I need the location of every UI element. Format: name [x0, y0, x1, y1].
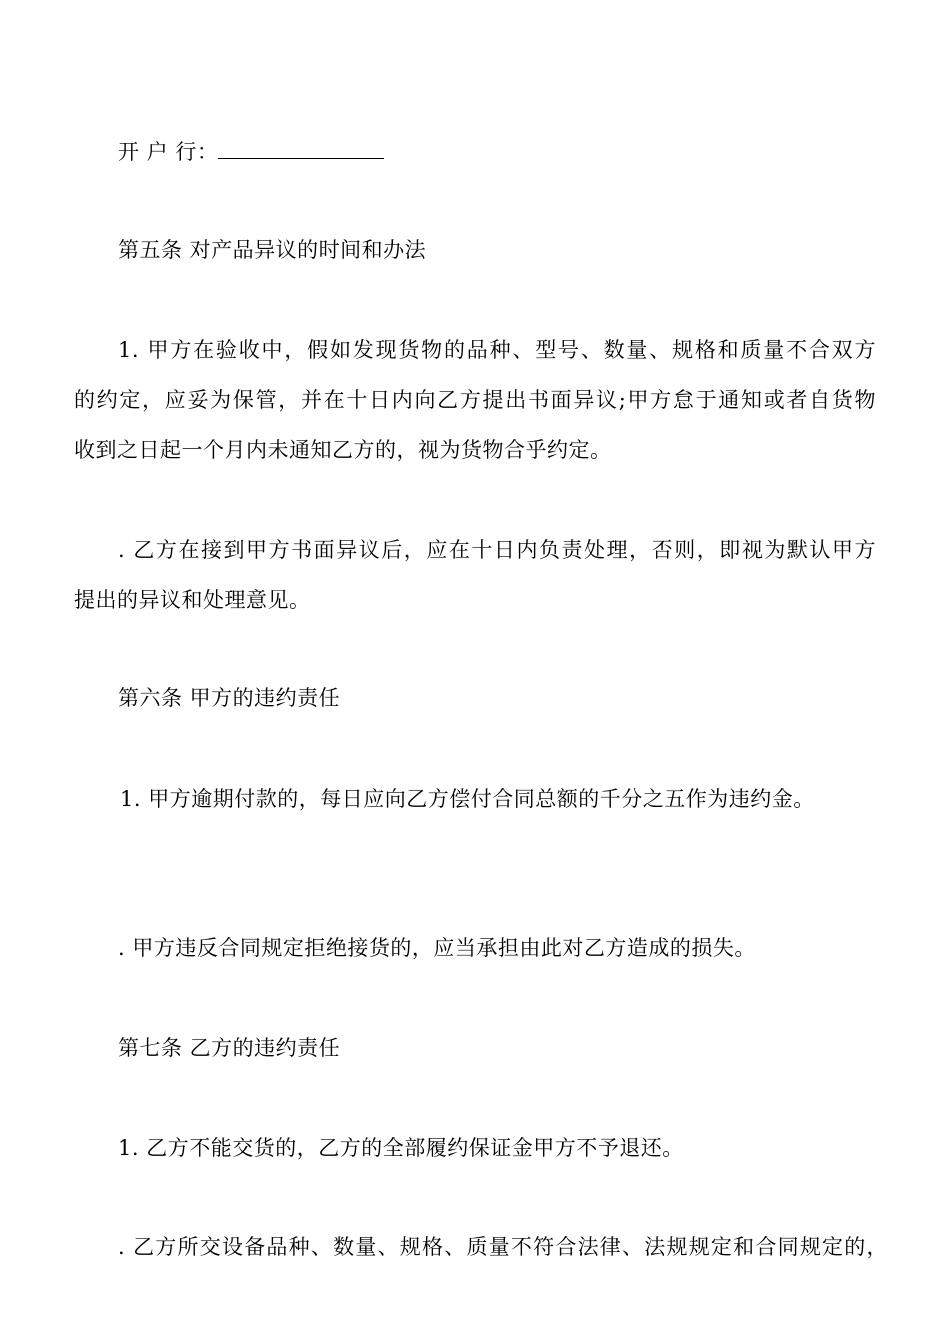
- bank-line: [118, 142, 384, 163]
- article7-item2: . 乙方所交设备品种、数量、规格、质量不符合法律、法规规定和合同规定的，: [118, 1235, 888, 1259]
- article6-item1: 1. 甲方逾期付款的，每日应向乙方偿付合同总额的千分之五作为违约金。: [120, 787, 815, 811]
- article5-item2-line2: 提出的异议和处理意见。: [74, 588, 311, 612]
- bank-blank-field[interactable]: [218, 142, 384, 159]
- article5-item1-line3: 收到之日起一个月内未通知乙方的，视为货物合乎约定。: [74, 438, 612, 462]
- article5-item2-line1: . 乙方在接到甲方书面异议后，应在十日内负责处理，否则，即视为默认甲方: [118, 538, 876, 562]
- article5-heading: 第五条 对产品异议的时间和办法: [118, 238, 427, 262]
- article5-item1-line2: 的约定，应妥为保管，并在十日内向乙方提出书面异议;甲方怠于通知或者自货物: [74, 388, 876, 412]
- article7-item1: 1. 乙方不能交货的，乙方的全部履约保证金甲方不予退还。: [118, 1136, 684, 1160]
- article6-item2: . 甲方违反合同规定拒绝接货的，应当承担由此对乙方造成的损失。: [118, 936, 756, 960]
- article6-heading: 第六条 甲方的违约责任: [118, 686, 341, 710]
- bank-label: 开 户 行：: [118, 140, 219, 164]
- article7-heading: 第七条 乙方的违约责任: [118, 1036, 341, 1060]
- article5-item1-line1: 1. 甲方在验收中，假如发现货物的品种、型号、数量、规格和质量不合双方: [118, 338, 876, 362]
